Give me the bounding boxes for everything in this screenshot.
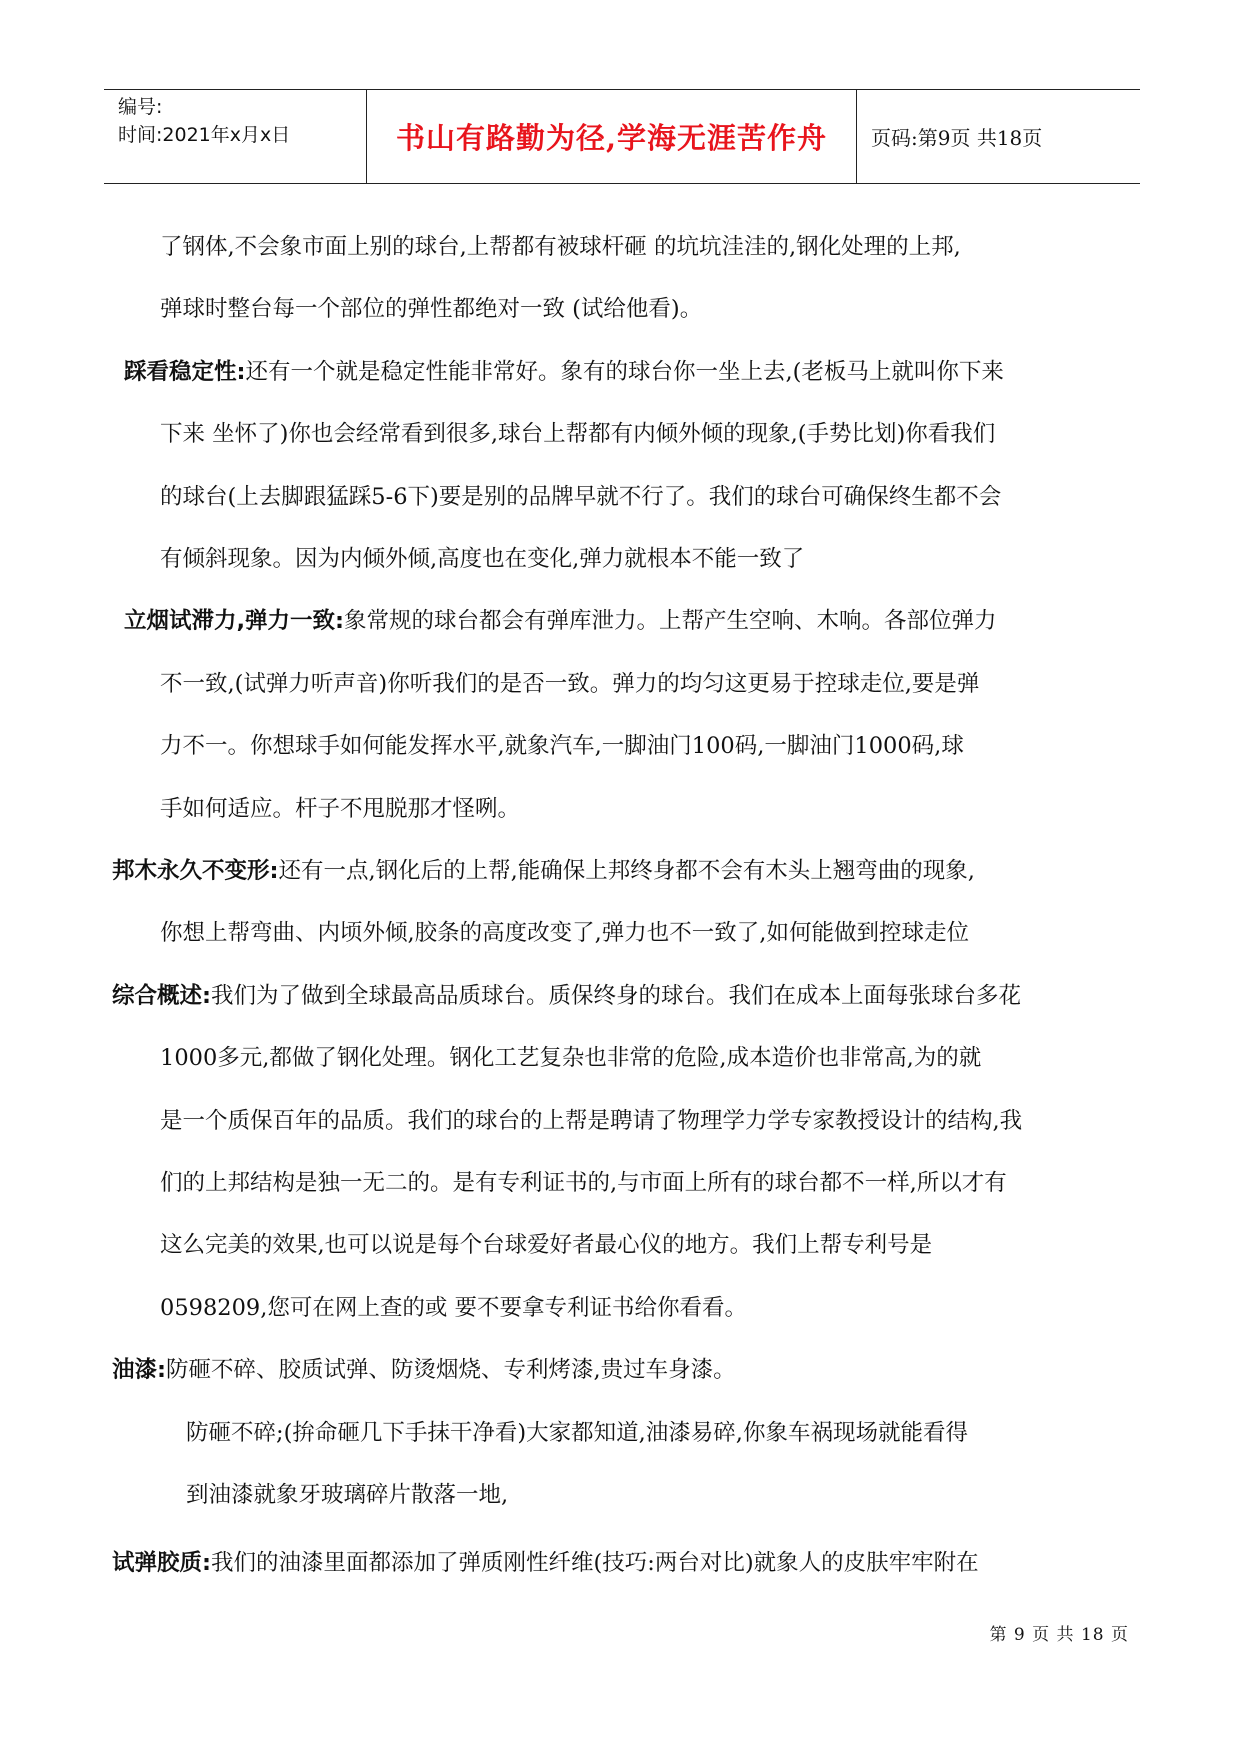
body-text: 防砸不碎、胶质试弹、防烫烟烧、专利烤漆,贵过车身漆。 <box>166 1357 736 1384</box>
body-line <box>112 1339 736 1401</box>
body-line <box>160 216 961 278</box>
body-line <box>124 341 1004 403</box>
body-text: 还有一个就是稳定性能非常好。象有的球台你一坐上去,(老板马上就叫你下来 <box>245 358 1004 385</box>
body-text: 你想上帮弯曲、内顷外倾,胶条的高度改变了,弹力也不一致了,如何能做到控球走位 <box>160 920 969 947</box>
section-heading: 立烟试滞力,弹力一致: <box>124 608 345 635</box>
body-text: 力不一。你想球手如何能发挥水平,就象汽车,一脚油门100码,一脚油门1000码,球 <box>160 733 964 760</box>
body-line <box>160 653 979 715</box>
body-line <box>160 902 969 964</box>
body-line <box>186 1402 968 1464</box>
body-line <box>160 1090 1022 1152</box>
page-header <box>104 89 1140 184</box>
header-left-cell <box>104 90 367 183</box>
body-text: 的球台(上去脚跟猛踩5-6下)要是别的品牌早就不行了。我们的球台可确保终生都不会 <box>160 483 1002 510</box>
body-text: 弹球时整台每一个部位的弹性都绝对一致 (试给他看)。 <box>160 296 703 323</box>
body-line <box>160 778 520 840</box>
section-heading: 踩看稳定性: <box>124 358 246 385</box>
body-line <box>160 278 702 340</box>
body-line <box>160 1152 1007 1214</box>
serial-number-label: 编号: <box>118 96 163 118</box>
body-text: 手如何适应。杆子不甩脱那才怪咧。 <box>160 795 521 822</box>
body-line <box>160 466 1001 528</box>
body-text: 不一致,(试弹力听声音)你听我们的是否一致。弹力的均匀这更易于控球走位,要是弹 <box>160 670 980 697</box>
header-motto: 书山有路勤为径,学海无涯苦作舟 <box>367 90 857 183</box>
body-text: 有倾斜现象。因为内倾外倾,高度也在变化,弹力就根本不能一致了 <box>160 546 805 572</box>
body-text: 我们为了做到全球最高品质球台。质保终身的球台。我们在成本上面每张球台多花 <box>211 982 1022 1009</box>
section-heading: 邦木永久不变形: <box>112 858 279 884</box>
body-line <box>112 1532 979 1594</box>
body-text: 0598209,您可在网上查的或 要不要拿专利证书给你看看。 <box>160 1294 748 1321</box>
body-text: 我们的油漆里面都添加了弹质刚性纤维(技巧:两台对比)就象人的皮肤牢牢附在 <box>211 1550 979 1577</box>
body-text: 是一个质保百年的品质。我们的球台的上帮是聘请了物理学力学专家教授设计的结构,我 <box>160 1107 1023 1134</box>
body-line <box>160 403 995 465</box>
section-heading: 试弹胶质: <box>112 1550 211 1577</box>
body-text: 象常规的球台都会有弹库泄力。上帮产生空响、木响。各部位弹力 <box>344 608 997 635</box>
body-line <box>112 965 1021 1027</box>
body-line <box>160 1027 981 1089</box>
page-footer: 第 9 页 共 18 页 <box>989 1625 1129 1645</box>
body-text: 们的上邦结构是独一无二的。是有专利证书的,与市面上所有的球台都不一样,所以才有 <box>160 1170 1007 1196</box>
body-line <box>112 840 975 902</box>
body-text: 防砸不碎;(拚命砸几下手抹干净看)大家都知道,油漆易碎,你象车祸现场就能看得 <box>186 1419 968 1446</box>
body-line <box>124 590 997 652</box>
header-page-info: 页码:第9页 共18页 <box>871 126 1043 150</box>
section-heading: 综合概述: <box>112 982 211 1009</box>
section-heading: 油漆: <box>112 1357 166 1384</box>
body-text: 了钢体,不会象市面上别的球台,上帮都有被球杆砸 的坑坑洼洼的,钢化处理的上邦, <box>160 234 961 260</box>
body-line <box>160 1214 932 1276</box>
time-label: 时间:2021年x月x日 <box>118 124 291 146</box>
body-text: 这么完美的效果,也可以说是每个台球爱好者最心仪的地方。我们上帮专利号是 <box>160 1232 933 1259</box>
body-text: 下来 坐怀了)你也会经常看到很多,球台上帮都有内倾外倾的现象,(手势比划)你看我们 <box>160 421 996 448</box>
body-line <box>160 528 804 590</box>
body-text: 到油漆就象牙玻璃碎片散落一地, <box>186 1482 509 1508</box>
body-text: 1000多元,都做了钢化处理。钢化工艺复杂也非常的危险,成本造价也非常高,为的就 <box>160 1045 982 1072</box>
body-text: 还有一点,钢化后的上帮,能确保上邦终身都不会有木头上翘弯曲的现象, <box>278 858 975 884</box>
body-line <box>160 1277 747 1339</box>
body-line <box>186 1464 508 1526</box>
body-line <box>160 715 964 777</box>
